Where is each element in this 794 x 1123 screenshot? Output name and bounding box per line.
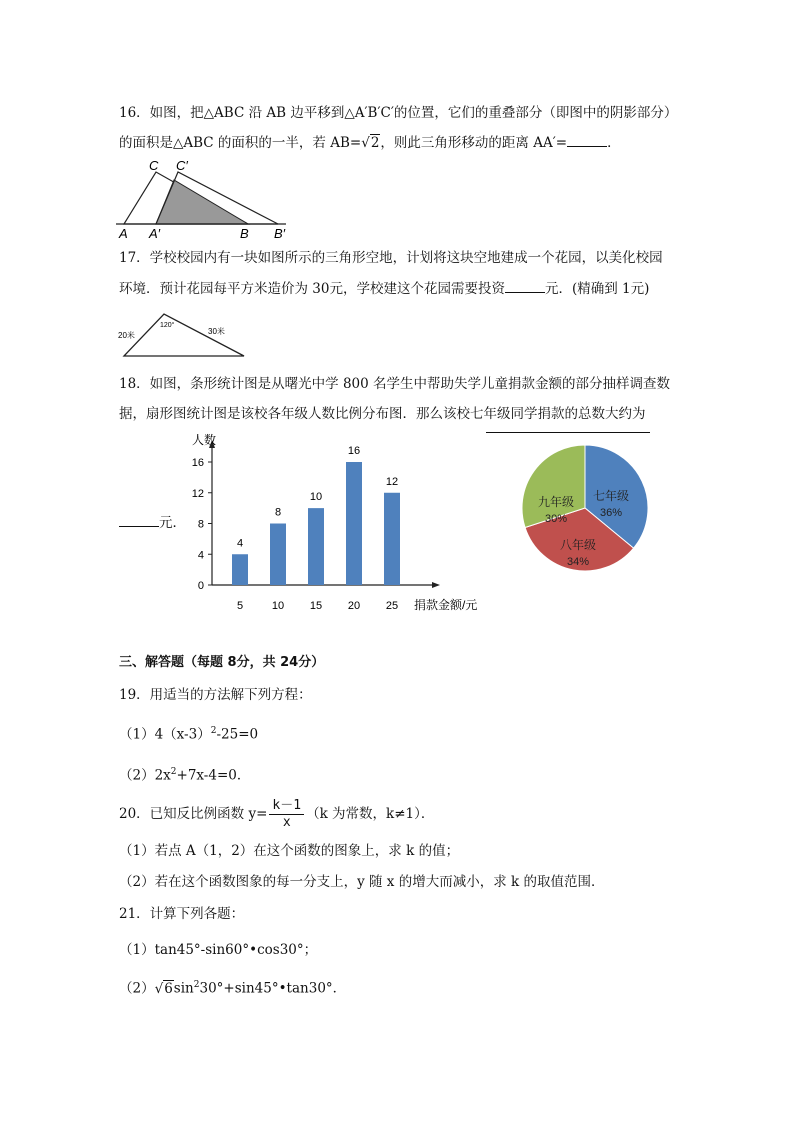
pie-label: 九年级 — [537, 495, 575, 509]
q18-top-rule — [486, 432, 650, 433]
bar-20 — [346, 462, 362, 585]
q17-answer-blank[interactable] — [505, 280, 545, 293]
fraction-k-minus-1-over-x: $\frac{k-1}{x}$ — [269, 798, 304, 831]
bar-chart — [178, 430, 498, 620]
y-tick-label: 8 — [197, 518, 204, 531]
sqrt-2: √2 — [361, 135, 380, 151]
q20-part1: （1）若点 A（1，2）在这个函数的图象上，求 k 的值； — [119, 843, 460, 859]
x-tick-label: 25 — [385, 600, 399, 612]
pie-label: 七年级 — [592, 489, 630, 503]
label-bp: B′ — [274, 226, 286, 241]
q17-triangle-figure — [116, 308, 246, 360]
y-tick-label: 0 — [197, 580, 204, 592]
q21-part2: $(2)√6\sin^230^\circ+\sin 45^\circ•\tan 30^\circ$． — [119, 980, 347, 997]
q16-line2-pre: 的面积是△ABC 的面积的一半，若 AB= — [119, 135, 362, 151]
bar-data-label: 16 — [347, 445, 361, 457]
y-tick-label: 16 — [191, 457, 204, 469]
x-tick-label: 10 — [271, 600, 285, 612]
y-axis-label: 人数 — [192, 433, 217, 447]
x-tick-label: 15 — [309, 600, 323, 612]
label-ap: A′ — [149, 226, 161, 241]
pie-percent: 36% — [599, 507, 623, 519]
garden-triangle — [124, 314, 244, 356]
bar-data-label: 8 — [274, 506, 282, 519]
q19-title: 19．用适当的方法解下列方程： — [119, 687, 312, 703]
x-tick-label: 20 — [347, 600, 361, 612]
q18-line2: 据，扇形图统计图是该校各年级人数比例分布图．那么该校七年级同学捐款的总数大约为 — [119, 406, 646, 422]
y-tick-label: 4 — [197, 549, 204, 562]
sqrt-6: √6 — [154, 980, 173, 997]
q16-line1: 16．如图，把△ABC 沿 AB 边平移到△A′B′C′的位置，它们的重叠部分（即图中的阴影部分） — [119, 105, 678, 121]
q20-part2: （2）若在这个函数图象的每一分支上，y 随 x 的增大而减小，求 k 的取值范围． — [119, 874, 605, 890]
section3-title: 三、解答题（每题 8分，共 24分） — [119, 655, 325, 670]
q18-answer: 元． — [119, 514, 186, 532]
label-120deg: 120° — [160, 322, 175, 329]
q16-triangle-figure — [116, 158, 296, 242]
label-20m: 20米 — [118, 331, 135, 340]
label-30m: 30米 — [208, 327, 225, 336]
bar-10 — [270, 524, 286, 586]
label-c: C — [149, 158, 159, 173]
bar-data-label: 10 — [309, 491, 323, 504]
q16-line2-post: ，则此三角形移动的距离 AA′= — [380, 135, 568, 151]
q17-line2: 环境．预计花园每平方米造价为 30元，学校建这个花园需要投资 元．(精确到 1元) — [119, 281, 650, 297]
q18-line1: 18．如图，条形统计图是从曙光中学 800 名学生中帮助失学儿童捐款金额的部分抽样调查数 — [119, 376, 671, 392]
bar-5 — [232, 554, 248, 585]
x-tick-label: 5 — [236, 600, 244, 612]
q17-line1: 17．学校校园内有一块如图所示的三角形空地，计划将这块空地建成一个花园，以美化校园 — [119, 250, 663, 266]
bar-data-label: 4 — [236, 537, 244, 550]
bar-data-label: 12 — [385, 475, 399, 488]
q20-title: 20．已知反比例函数 y= $\frac{k-1}{x}$ （k 为常数，k≠1）． — [119, 798, 435, 830]
label-a: A — [119, 226, 128, 241]
bar-25 — [384, 493, 400, 585]
shaded-overlap — [156, 180, 248, 224]
label-cp: C′ — [176, 158, 188, 173]
pie-label: 八年级 — [559, 538, 597, 552]
q21-part1: （1）tan45°-sin60°•cos30°； — [119, 942, 318, 958]
x-axis-label: 捐款金额/元 — [414, 598, 478, 612]
bar-15 — [308, 508, 324, 585]
q19-part2: $(2)2x^2+7x-4=0$． — [119, 767, 251, 784]
q18-answer-blank[interactable] — [119, 514, 159, 527]
pie-percent: 30% — [544, 513, 568, 525]
label-b: B — [240, 226, 249, 241]
q19-part1: $(1)4(x-3)^2-25=0$ — [119, 726, 259, 743]
q16-line2: 的面积是△ABC 的面积的一半，若 AB=√2，则此三角形移动的距离 AA′= ． — [119, 135, 621, 151]
q21-title: 21．计算下列各题： — [119, 906, 245, 922]
q16-answer-blank[interactable] — [567, 134, 607, 147]
y-tick-label: 12 — [191, 487, 204, 500]
x-axis-arrow — [432, 582, 440, 588]
pie-percent: 34% — [566, 556, 590, 568]
pie-chart — [514, 444, 664, 584]
